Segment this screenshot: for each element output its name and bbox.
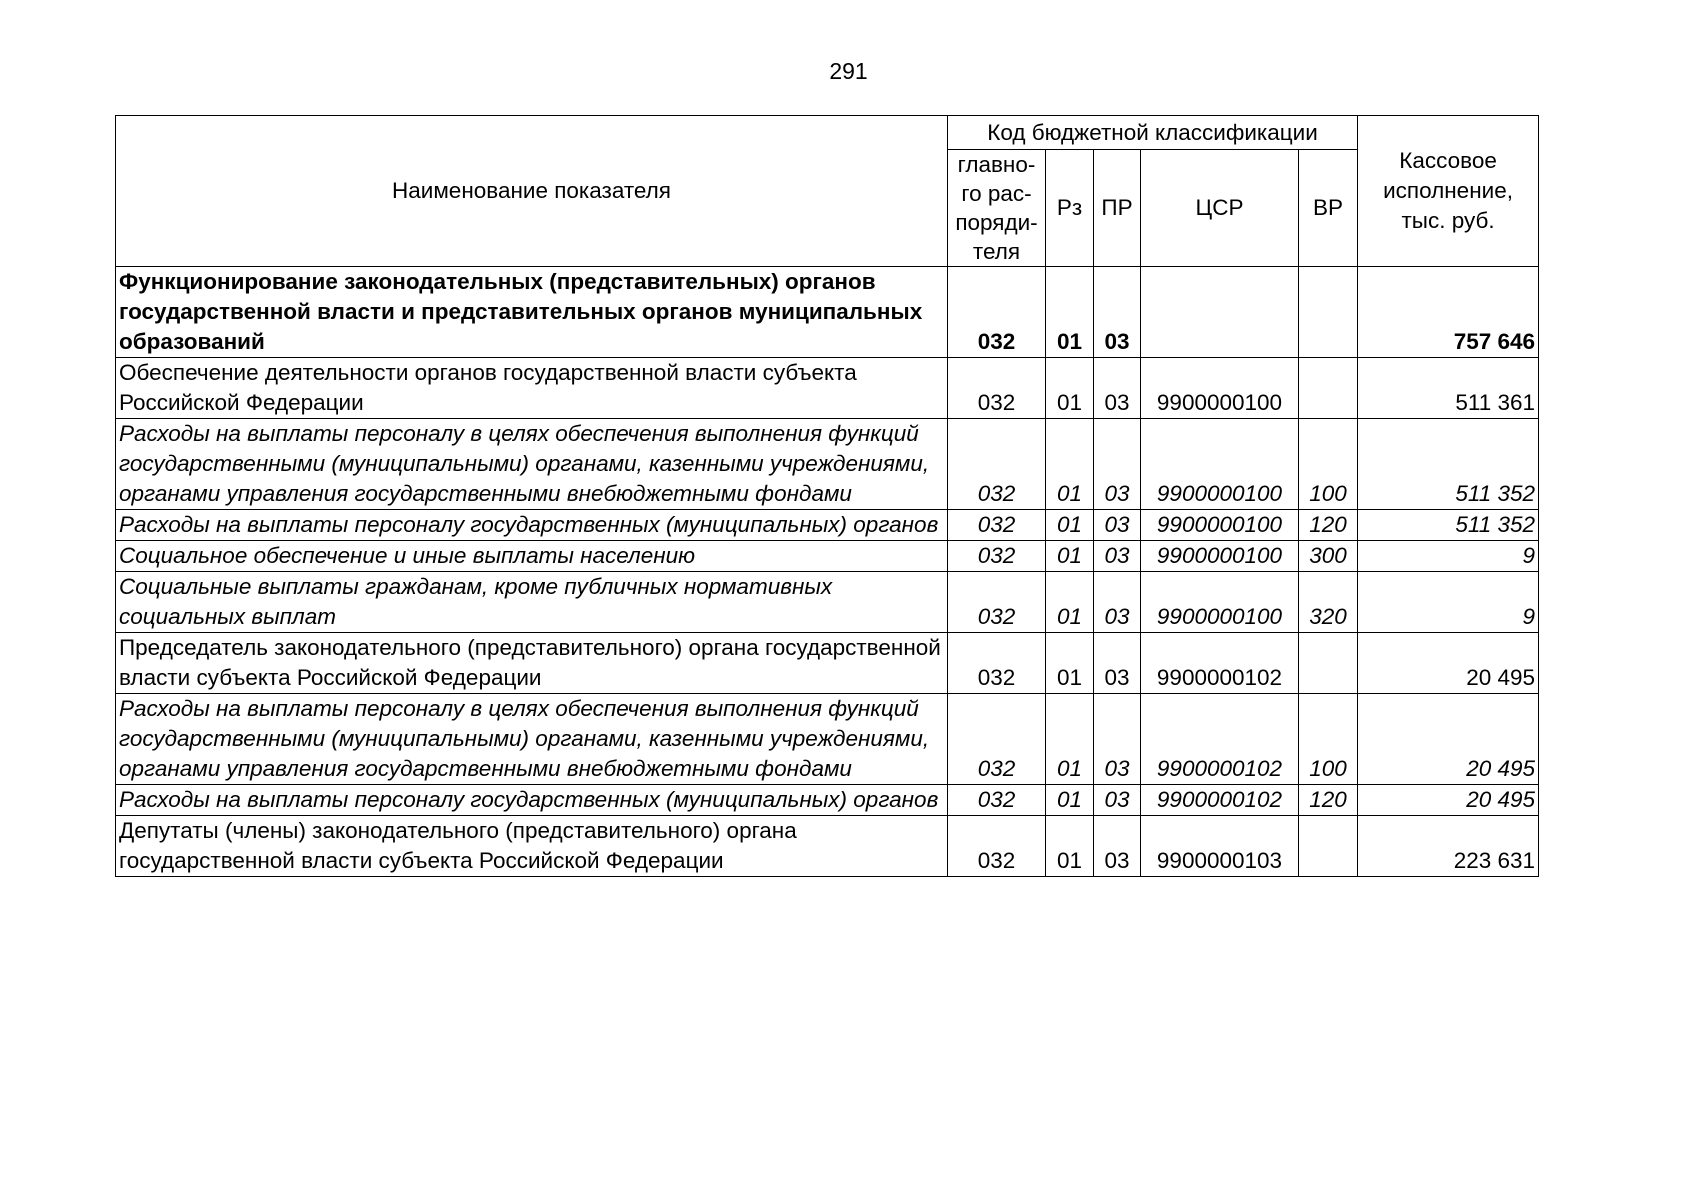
- header-vr: ВР: [1299, 150, 1358, 267]
- cell-pr: 03: [1094, 541, 1141, 572]
- cell-name: Функционирование законодательных (представительных) органов государственной власти и представительных органов муниципальных образований: [116, 267, 948, 358]
- cell-csr: 9900000103: [1141, 816, 1299, 877]
- cell-csr: 9900000100: [1141, 419, 1299, 510]
- cell-vr: 100: [1299, 419, 1358, 510]
- cell-main-manager: 032: [948, 267, 1046, 358]
- table-row: [116, 816, 1539, 877]
- cell-pr: 03: [1094, 510, 1141, 541]
- page-number: 291: [829, 58, 868, 84]
- header-main-line: теля: [972, 239, 1021, 264]
- budget-table: [115, 115, 1539, 877]
- header-amount: [1358, 116, 1539, 267]
- header-main-manager: [948, 150, 1046, 267]
- cell-rz: 01: [1046, 267, 1094, 358]
- cell-name: Обеспечение деятельности органов государственной власти субъекта Российской Федерации: [116, 358, 948, 419]
- cell-pr: 03: [1094, 267, 1141, 358]
- table-row: [116, 510, 1539, 541]
- cell-name: Расходы на выплаты персоналу в целях обеспечения выполнения функций государственными (муниципальными) органами, казенными учреждениями, органами управления государственными внебюджетными фондами: [116, 694, 948, 785]
- cell-amount: 511 352: [1358, 510, 1539, 541]
- header-pr: ПР: [1094, 150, 1141, 267]
- cell-vr: [1299, 816, 1358, 877]
- header-amount-line: тыс. руб.: [1401, 208, 1495, 233]
- cell-main-manager: 032: [948, 694, 1046, 785]
- cell-vr: 300: [1299, 541, 1358, 572]
- cell-rz: 01: [1046, 541, 1094, 572]
- cell-rz: 01: [1046, 694, 1094, 785]
- cell-csr: [1141, 267, 1299, 358]
- cell-name: Депутаты (члены) законодательного (представительного) органа государственной власти субъекта Российской Федерации: [116, 816, 948, 877]
- cell-main-manager: 032: [948, 419, 1046, 510]
- cell-name: Расходы на выплаты персоналу государственных (муниципальных) органов: [116, 785, 948, 816]
- cell-amount: 20 495: [1358, 633, 1539, 694]
- header-main-line: го рас-: [961, 181, 1032, 206]
- cell-name: Социальное обеспечение и иные выплаты населению: [116, 541, 948, 572]
- cell-name: Расходы на выплаты персоналу в целях обеспечения выполнения функций государственными (муниципальными) органами, казенными учреждениями, органами управления государственными внебюджетными фондами: [116, 419, 948, 510]
- header-main-line: поряди-: [955, 210, 1038, 235]
- cell-amount: 20 495: [1358, 694, 1539, 785]
- header-main-line: главно-: [957, 152, 1036, 177]
- cell-name: Председатель законодательного (представительного) органа государственной власти субъекта Российской Федерации: [116, 633, 948, 694]
- table-row: [116, 358, 1539, 419]
- cell-main-manager: 032: [948, 816, 1046, 877]
- cell-csr: 9900000100: [1141, 541, 1299, 572]
- table-row: [116, 694, 1539, 785]
- cell-rz: 01: [1046, 785, 1094, 816]
- header-rz: Рз: [1046, 150, 1094, 267]
- cell-rz: 01: [1046, 572, 1094, 633]
- header-csr: ЦСР: [1141, 150, 1299, 267]
- table-row: [116, 541, 1539, 572]
- cell-amount: 511 352: [1358, 419, 1539, 510]
- cell-amount: 9: [1358, 572, 1539, 633]
- table-row: [116, 419, 1539, 510]
- cell-name: Социальные выплаты гражданам, кроме публичных нормативных социальных выплат: [116, 572, 948, 633]
- cell-amount: 9: [1358, 541, 1539, 572]
- cell-amount: 757 646: [1358, 267, 1539, 358]
- table-row: [116, 267, 1539, 358]
- cell-csr: 9900000100: [1141, 510, 1299, 541]
- cell-pr: 03: [1094, 694, 1141, 785]
- cell-rz: 01: [1046, 510, 1094, 541]
- cell-rz: 01: [1046, 816, 1094, 877]
- table-header: [116, 116, 1539, 267]
- header-amount-line: Кассовое: [1399, 148, 1497, 173]
- table-row: [116, 785, 1539, 816]
- cell-csr: 9900000102: [1141, 633, 1299, 694]
- cell-main-manager: 032: [948, 358, 1046, 419]
- table-body: [116, 267, 1539, 877]
- cell-name: Расходы на выплаты персоналу государственных (муниципальных) органов: [116, 510, 948, 541]
- cell-main-manager: 032: [948, 572, 1046, 633]
- cell-amount: 223 631: [1358, 816, 1539, 877]
- cell-rz: 01: [1046, 633, 1094, 694]
- cell-pr: 03: [1094, 572, 1141, 633]
- cell-vr: [1299, 358, 1358, 419]
- cell-main-manager: 032: [948, 510, 1046, 541]
- table-row: [116, 572, 1539, 633]
- cell-pr: 03: [1094, 358, 1141, 419]
- cell-vr: [1299, 267, 1358, 358]
- cell-rz: 01: [1046, 358, 1094, 419]
- table-row: [116, 633, 1539, 694]
- header-name: Наименование показателя: [116, 116, 948, 267]
- cell-pr: 03: [1094, 633, 1141, 694]
- cell-amount: 20 495: [1358, 785, 1539, 816]
- cell-csr: 9900000100: [1141, 572, 1299, 633]
- cell-vr: 120: [1299, 785, 1358, 816]
- cell-main-manager: 032: [948, 541, 1046, 572]
- cell-main-manager: 032: [948, 785, 1046, 816]
- header-code-group: Код бюджетной классификации: [948, 116, 1358, 150]
- cell-csr: 9900000100: [1141, 358, 1299, 419]
- cell-csr: 9900000102: [1141, 694, 1299, 785]
- cell-pr: 03: [1094, 785, 1141, 816]
- cell-vr: [1299, 633, 1358, 694]
- cell-vr: 100: [1299, 694, 1358, 785]
- cell-csr: 9900000102: [1141, 785, 1299, 816]
- header-amount-line: исполнение,: [1383, 178, 1513, 203]
- cell-rz: 01: [1046, 419, 1094, 510]
- cell-main-manager: 032: [948, 633, 1046, 694]
- cell-vr: 320: [1299, 572, 1358, 633]
- cell-pr: 03: [1094, 816, 1141, 877]
- cell-pr: 03: [1094, 419, 1141, 510]
- cell-vr: 120: [1299, 510, 1358, 541]
- cell-amount: 511 361: [1358, 358, 1539, 419]
